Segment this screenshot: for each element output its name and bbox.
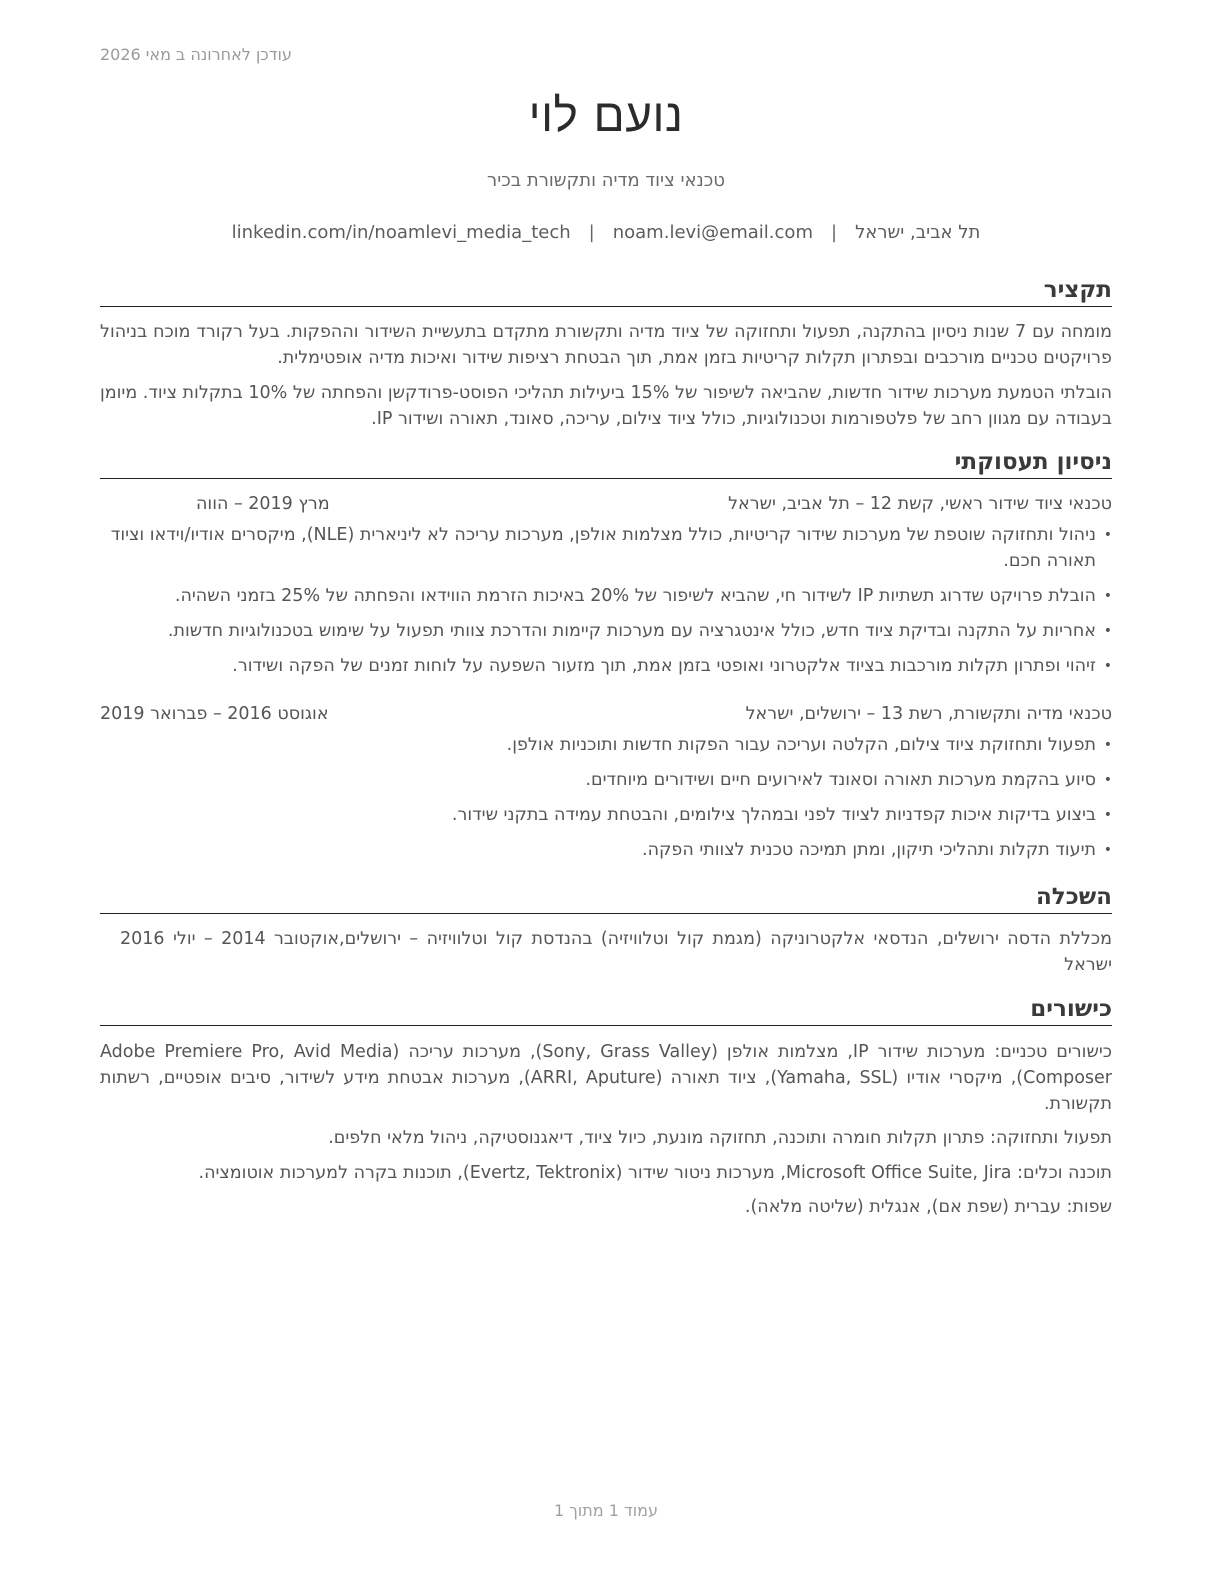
contact-separator: | [830,222,838,243]
bullet-icon: • [1103,807,1112,823]
bullet-icon: • [1103,772,1112,788]
skills-item: כישורים טכניים: מערכות שידור IP, מצלמות אולפן (Sony, Grass Valley), מערכות עריכה (Adobe Premiere Pro, Avid Media Composer), מיקסרי אודיו (Yamaha, SSL), ציוד תאורה (ARRI, Aputure), מערכות אבטחת מידע לשידור, סיבים אופטיים, רשתות תקשורת. [100,1042,1113,1114]
contact-separator: | [588,222,595,243]
summary-paragraph: מומחה עם 7 שנות ניסיון בהתקנה, תפעול ותחזוקה של ציוד מדיה ותקשורת מתקדם בתעשיית השידור וההפקות. בעל רקורד מוכח בניהול פרויקטים טכניים מורכבים ובפתרון תקלות קריטיות בזמן אמת, תוך הבטחת רציפות שידור ואיכות מדיה אופטימלית. [100,322,1112,368]
skills-item: שפות: עברית (שפת אם), אנגלית (שליטה מלאה). [744,1197,1112,1217]
bullet-icon: • [1103,842,1112,858]
job-dates: מרץ 2019 – הווה [196,494,330,514]
bullet-icon: • [1103,527,1112,543]
education-heading: השכלה [100,883,1112,914]
summary-paragraph: הובלתי הטמעת מערכות שידור חדשות, שהביאה לשיפור של 15% ביעילות תהליכי הפוסט-פרודקשן והפחתה של 10% בתקלות ציוד. מיומן בעבודה עם מגוון רחב של פלטפורמות וטכנולוגיות, כולל ציוד צילום, עריכה, סאונד, תאורה ושידור IP. [100,383,1113,429]
list-item: • ניהול ותחזוקה שוטפת של מערכות שידור קריטיות, כולל מצלמות אולפן, מערכות עריכה לא ליניארית (NLE), מיקסרים אודיו/וידאו וציוד תאורה חכם. [100,522,1112,574]
skills-item: תפעול ותחזוקה: פתרון תקלות חומרה ותוכנה, תחזוקה מונעת, כיול ציוד, דיאגנוסטיקה, ניהול מלאי חלפים. [328,1128,1112,1148]
education-entry: מכללת הדסה ירושלים, הנדסאי אלקטרוניקה (מגמת קול וטלוויזיה) בהנדסת קול וטלוויזיה – ירושלים,אוקטובר 2014 – יולי 2016 ישראל [120,929,1112,975]
list-item: • תיעוד תקלות ותהליכי תיקון, ומתן תמיכה טכנית לצוותי הפקה. [100,837,1112,863]
job-title: טכנאי ציוד שידור ראשי, קשת 12 – תל אביב, ישראל [728,494,1112,514]
location-text: תל אביב, ישראל [855,222,981,243]
job-header [100,701,1112,727]
experience-heading: ניסיון תעסוקתי [100,448,1112,479]
job-header [100,491,1112,517]
linkedin-link[interactable]: linkedin.com/in/noamlevi_media_tech [231,222,571,243]
skills-heading: כישורים [100,995,1112,1026]
list-item: • הובלת פרויקט שדרוג תשתיות IP לשידור חי, שהביא לשיפור של 20% באיכות הזרמת הווידאו והפחתה של 25% בזמני השהיה. [100,583,1112,609]
candidate-name: נועם לוי [528,88,684,142]
resume-page [100,0,1112,1584]
list-item: • סיוע בהקמת מערכות תאורה וסאונד לאירועים חיים ושידורים מיוחדים. [100,767,1112,793]
summary-heading: תקציר [100,276,1112,307]
list-item: • ביצוע בדיקות איכות קפדניות לציוד לפני ובמהלך צילומים, והבטחת עמידה בתקני שידור. [100,802,1112,828]
email-link[interactable]: noam.levi@email.com [612,222,813,243]
bullet-icon: • [1103,658,1112,674]
bullet-icon: • [1103,737,1112,753]
list-item: • אחריות על התקנה ובדיקת ציוד חדש, כולל אינטגרציה עם מערכות קיימות והדרכת צוותי תפעול על שימוש בטכנולוגיות חדשות. [100,618,1112,644]
job-dates: אוגוסט 2016 – פברואר 2019 [100,704,329,724]
skills-item: תוכנה וכלים: Microsoft Office Suite, Jira, מערכות ניטור שידור (Evertz, Tektronix), תוכנות בקרה למערכות אוטומציה. [198,1163,1112,1183]
last-updated-note: עודכן לאחרונה ב מאי 2026 [100,45,292,64]
job-title: טכנאי מדיה ותקשורת, רשת 13 – ירושלים, ישראל [745,704,1112,724]
job-bullets [100,522,1112,688]
list-item: • תפעול ותחזוקת ציוד צילום, הקלטה ועריכה עבור הפקות חדשות ותוכניות אולפן. [100,732,1112,758]
bullet-icon: • [1103,588,1112,604]
candidate-role: טכנאי ציוד מדיה ותקשורת בכיר [487,170,725,191]
list-item: • זיהוי ופתרון תקלות מורכבות בציוד אלקטרוני ואופטי בזמן אמת, תוך מזעור השפעה על לוחות זמנים של הפקה ושידור. [100,653,1112,679]
job-bullets [100,732,1112,872]
page-number: עמוד 1 מתוך 1 [554,1501,658,1520]
contact-line [100,222,1112,243]
bullet-icon: • [1103,623,1112,639]
